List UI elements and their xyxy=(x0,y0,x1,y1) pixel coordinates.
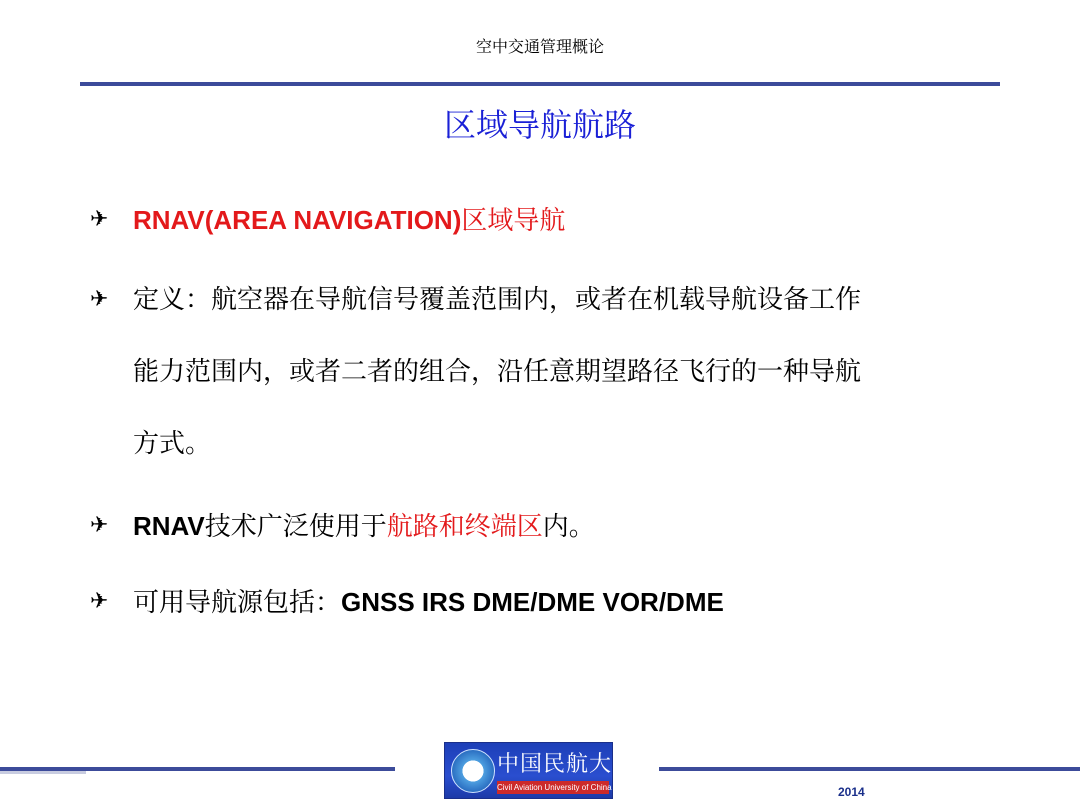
definition-line-1: 定义：航空器在导航信号覆盖范围内，或者在机载导航设备工作 xyxy=(133,285,862,315)
airplane-icon: ✈ xyxy=(90,513,109,538)
cauc-emblem-icon xyxy=(451,749,495,793)
bullet-rnav-definition-heading xyxy=(90,184,1010,257)
course-title: 空中交通管理概论 xyxy=(475,37,604,56)
bullet-latin-text: RNAV xyxy=(133,511,205,541)
bullet-rnav-usage xyxy=(90,490,1010,563)
airplane-icon: ✈ xyxy=(90,287,109,312)
university-logo xyxy=(444,742,636,799)
usage-highlight: 航路和终端区 xyxy=(386,512,543,542)
definition-line-2: 能力范围内，或者二者的组合，沿任意期望路径飞行的一种导航 xyxy=(133,357,862,387)
footer-divider-left-accent xyxy=(0,771,86,774)
bullet-nav-sources xyxy=(90,566,1010,639)
sources-label: 可用导航源包括： xyxy=(133,588,342,618)
logo-english-name: Civil Aviation University of China xyxy=(497,783,612,792)
bullet-latin-text: RNAV(AREA NAVIGATION) xyxy=(133,205,462,235)
year-label: 2014 xyxy=(838,785,865,799)
slide-title: 区域导航航路 xyxy=(443,106,636,144)
usage-text: 技术广泛使用于 xyxy=(204,512,387,542)
airplane-icon: ✈ xyxy=(90,207,109,232)
header-divider xyxy=(80,82,1000,86)
sources-list: GNSS IRS DME/DME VOR/DME xyxy=(341,587,724,617)
bullet-cn-text: 区域导航 xyxy=(461,206,566,236)
bullet-definition xyxy=(90,264,1010,480)
logo-chinese-name: 中国民航大学 xyxy=(497,752,636,777)
footer-divider-right xyxy=(659,767,1080,771)
airplane-icon: ✈ xyxy=(90,589,109,614)
usage-suffix: 内。 xyxy=(542,512,595,542)
definition-line-3: 方式。 xyxy=(133,429,212,459)
